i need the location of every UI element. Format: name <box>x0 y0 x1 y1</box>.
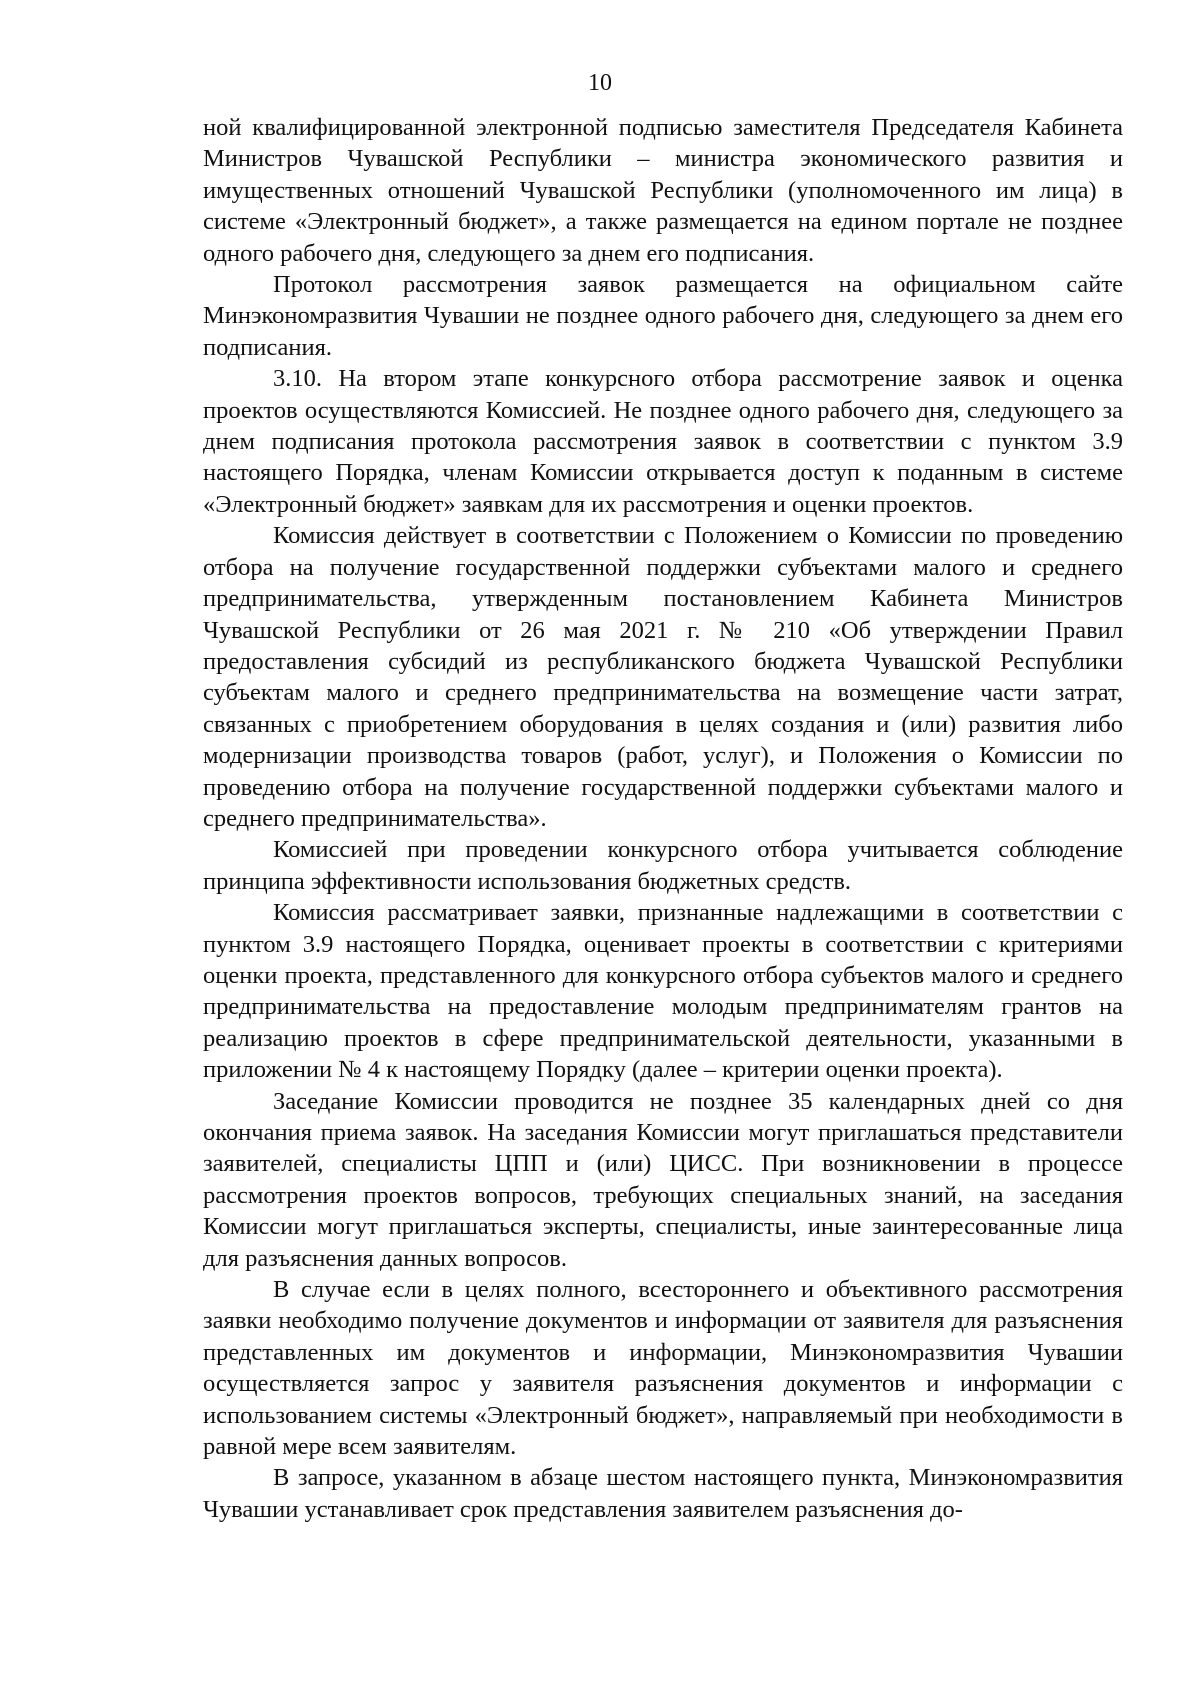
paragraph-request-deadline: В запросе, указанном в абзаце шестом настоящего пункта, Минэкономразвития Чувашии устанавливает срок представления заявителем разъяснения до- <box>203 1464 1123 1523</box>
paragraph-3-10-second-stage: 3.10. На втором этапе конкурсного отбора рассмотрение заявок и оценка проектов осуществляются Комиссией. Не позднее одного рабочего дня, следующего за днем подписания протокола рассмотрения заявок в соответствии с пунктом 3.9 настоящего Порядка, членам Комиссии открывается доступ к поданным в системе «Электронный бюджет» заявкам для их рассмотрения и оценки проектов. <box>203 365 1123 518</box>
paragraph-protocol-publication: Протокол рассмотрения заявок размещается на официальном сайте Минэкономразвития Чувашии не позднее одного рабочего дня, следующего за днем его подписания. <box>203 271 1123 361</box>
paragraph-commission-meeting: Заседание Комиссии проводится не позднее 35 календарных дней со дня окончания приема заявок. На заседания Комиссии могут приглашаться представители заявителей, специалисты ЦПП и (или) ЦИСС. При возникновении в процессе рассмотрения проектов вопросов, требующих специальных знаний, на заседания Комиссии могут приглашаться эксперты, специалисты, иные заинтересованные лица для разъяснения данных вопросов. <box>203 1087 1123 1272</box>
page-number: 10 <box>588 70 612 96</box>
document-body <box>203 112 1123 1525</box>
paragraph-budget-efficiency: Комиссией при проведении конкурсного отбора учитывается соблюдение принципа эффективности использования бюджетных средств. <box>203 836 1123 895</box>
paragraph-commission-review: Комиссия рассматривает заявки, признанные надлежащими в соответствии с пунктом 3.9 настоящего Порядка, оценивает проекты в соответствии с критериями оценки проекта, представленного для конкурсного отбора субъектов малого и среднего предпринимательства на предоставление молодым предпринимателям грантов на реализацию проектов в сфере предпринимательской деятельности, указанными в приложении № 4 к настоящему Порядку (далее – критерии оценки проекта). <box>203 899 1123 1084</box>
paragraph-continuation: ной квалифицированной электронной подписью заместителя Председателя Кабинета Министров Чувашской Республики – министра экономического развития и имущественных отношений Чувашской Республики (уполномоченного им лица) в системе «Электронный бюджет», а также размещается на едином портале не позднее одного рабочего дня, следующего за днем его подписания. <box>203 114 1123 267</box>
paragraph-commission-regulation: Комиссия действует в соответствии с Положением о Комиссии по проведению отбора на получение государственной поддержки субъектами малого и среднего предпринимательства, утвержденным постановлением Кабинета Министров Чувашской Республики от 26 мая 2021 г. № 210 «Об утверждении Правил предоставления субсидий из республиканского бюджета Чувашской Республики субъектам малого и среднего предпринимательства на возмещение части затрат, связанных с приобретением оборудования в целях создания и (или) развития либо модернизации производства товаров (работ, услуг), и Положения о Комиссии по проведению отбора на получение государственной поддержки субъектами малого и среднего предпринимательства». <box>203 522 1123 832</box>
paragraph-clarification-request: В случае если в целях полного, всестороннего и объективного рассмотрения заявки необходимо получение документов и информации от заявителя для разъяснения представленных им документов и информации, Минэкономразвития Чувашии осуществляется запрос у заявителя разъяснения документов и информации с использованием системы «Электронный бюджет», направляемый при необходимости в равной мере всем заявителям. <box>203 1276 1123 1461</box>
